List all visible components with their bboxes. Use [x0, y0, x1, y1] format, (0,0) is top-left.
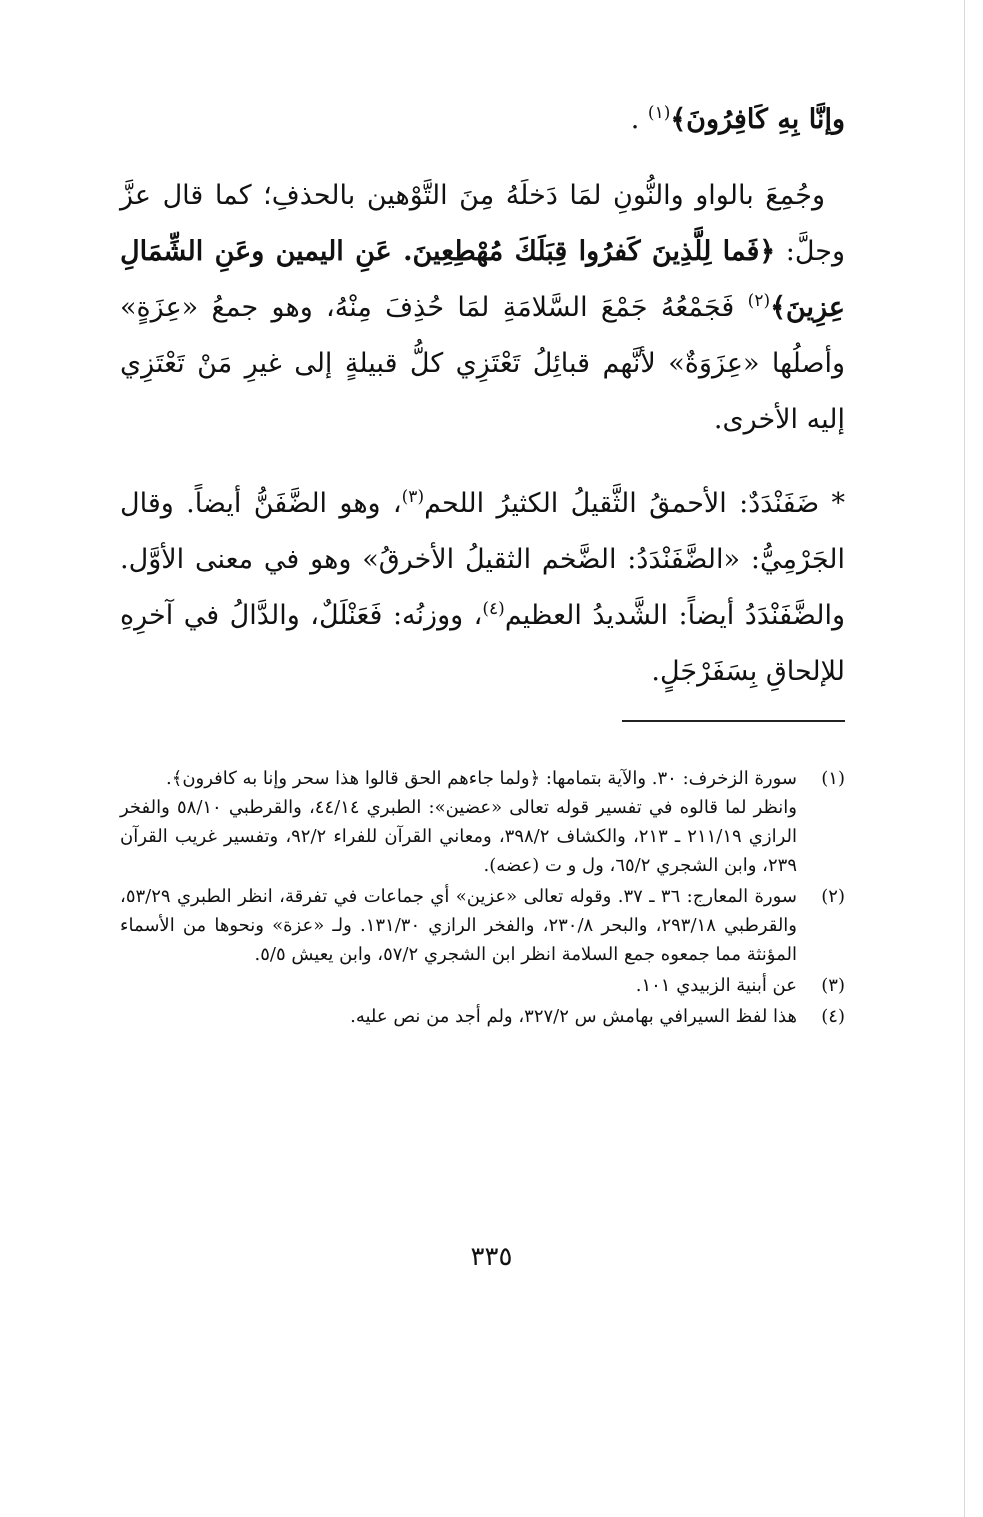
paragraph-text: .: [630, 104, 648, 135]
main-text: [120, 92, 845, 700]
entry-text: ، ووزنُه: فَعَنْلَلٌ، والدَّالُ في آخرِهِ للإلحاقِ بِسَفَرْجَلٍ.: [120, 600, 845, 687]
footnote-text: سورة الزخرف: ٣٠. والآية بتمامها: ﴿ولما جاءهم الحق قالوا هذا سحر وإنا به كافرون﴾.: [166, 768, 797, 789]
paragraph-text: فَجَمْعُهُ جَمْعَ السَّلامَةِ لمَا حُذِفَ مِنْهُ، وهو جمعُ «عِزَةٍ» وأصلُها «عِزَوَةٌ» لأنَّهم قبائِلُ تَعْتَزِي كلُّ قبيلةٍ إلى غيرِ مَنْ تَعْتَزِي إليه الأخرى.: [120, 292, 845, 435]
footnote-ref: (١): [647, 103, 671, 123]
footnote: [120, 764, 845, 880]
footnote: [120, 971, 845, 1000]
entry-text: * ضَفَنْدَدٌ: الأحمقُ الثَّقيلُ الكثيرُ اللحم: [424, 488, 845, 519]
footnote-ref: (٣): [401, 487, 425, 507]
scan-edge-line: [964, 0, 965, 1517]
page-number: ٣٣٥: [470, 1242, 513, 1272]
quran-quote: وإنَّا بِهِ كَافِرُونَ﴾: [670, 104, 845, 135]
footnote: [120, 1002, 845, 1031]
footnote-number: (٤): [821, 1006, 845, 1027]
footnote-number: (١): [821, 768, 845, 789]
footnote-text: وانظر لما قالوه في تفسير قوله تعالى «عضين»: الطبري ٤٤/١٤، والقرطبي ٥٨/١٠ والفخر الرازي ٢١١/١٩ ـ ٢١٣، والكشاف ٣٩٨/٢، ومعاني القرآن للفراء ٩٢/٢، وتفسير غريب القرآن ٢٣٩، وابن الشجري ٦٥/٢، ول و ت (عضه).: [120, 797, 798, 876]
footnote-number: (٢): [821, 886, 845, 907]
footnotes: [120, 764, 845, 1033]
paragraph-2: [120, 168, 845, 448]
entry-text: ، وهو الضَّفَنُّ أيضاً. وقال الجَرْمِيُّ: «الضَّفَنْدَدُ: الضَّخم الثقيلُ الأخرقُ» وهو في معنى الأوَّل. والضَّفَنْدَدُ أيضاً: الشَّديدُ العظيم: [120, 488, 845, 631]
footnote-ref: (٢): [747, 291, 771, 311]
footnote-text: هذا لفظ السيرافي بهامش س ٣٢٧/٢، ولم أجد من نص عليه.: [350, 1006, 797, 1027]
footnote-text: سورة المعارج: ٣٦ ـ ٣٧. وقوله تعالى «عزين» أي جماعات في تفرقة، انظر الطبري ٥٣/٢٩، والقرطبي ٢٩٣/١٨، والبحر ٢٣٠/٨، والفخر الرازي ١٣١/٣٠. ولـ «عزة» ونحوها من الأسماء المؤنثة مما جمعوه جمع السلامة انظر ابن الشجري ٥٧/٢، وابن يعيش ٥/٥.: [120, 886, 798, 965]
footnote-ref: (٤): [482, 599, 505, 619]
footnote-text: عن أبنية الزبيدي ١٠١.: [635, 975, 797, 996]
paragraph-1: [120, 92, 845, 148]
quran-quote: ﴿فَما لِلَّذِينَ كَفرُوا قِبَلَكَ مُهْطِعِينَ. عَنِ اليمين وعَنِ الشِّمَالِ عِزِينَ﴾: [120, 236, 845, 323]
paragraph-3: [120, 476, 845, 700]
footnote: [120, 882, 845, 969]
footnote-divider: [622, 720, 845, 722]
paragraph-text: وجُمِعَ بالواو والنُّونِ لمَا دَخلَهُ مِنَ التَّوْهين بالحذفِ؛ كما قال عزَّ وجلَّ:: [120, 180, 845, 267]
footnote-number: (٣): [821, 975, 845, 996]
